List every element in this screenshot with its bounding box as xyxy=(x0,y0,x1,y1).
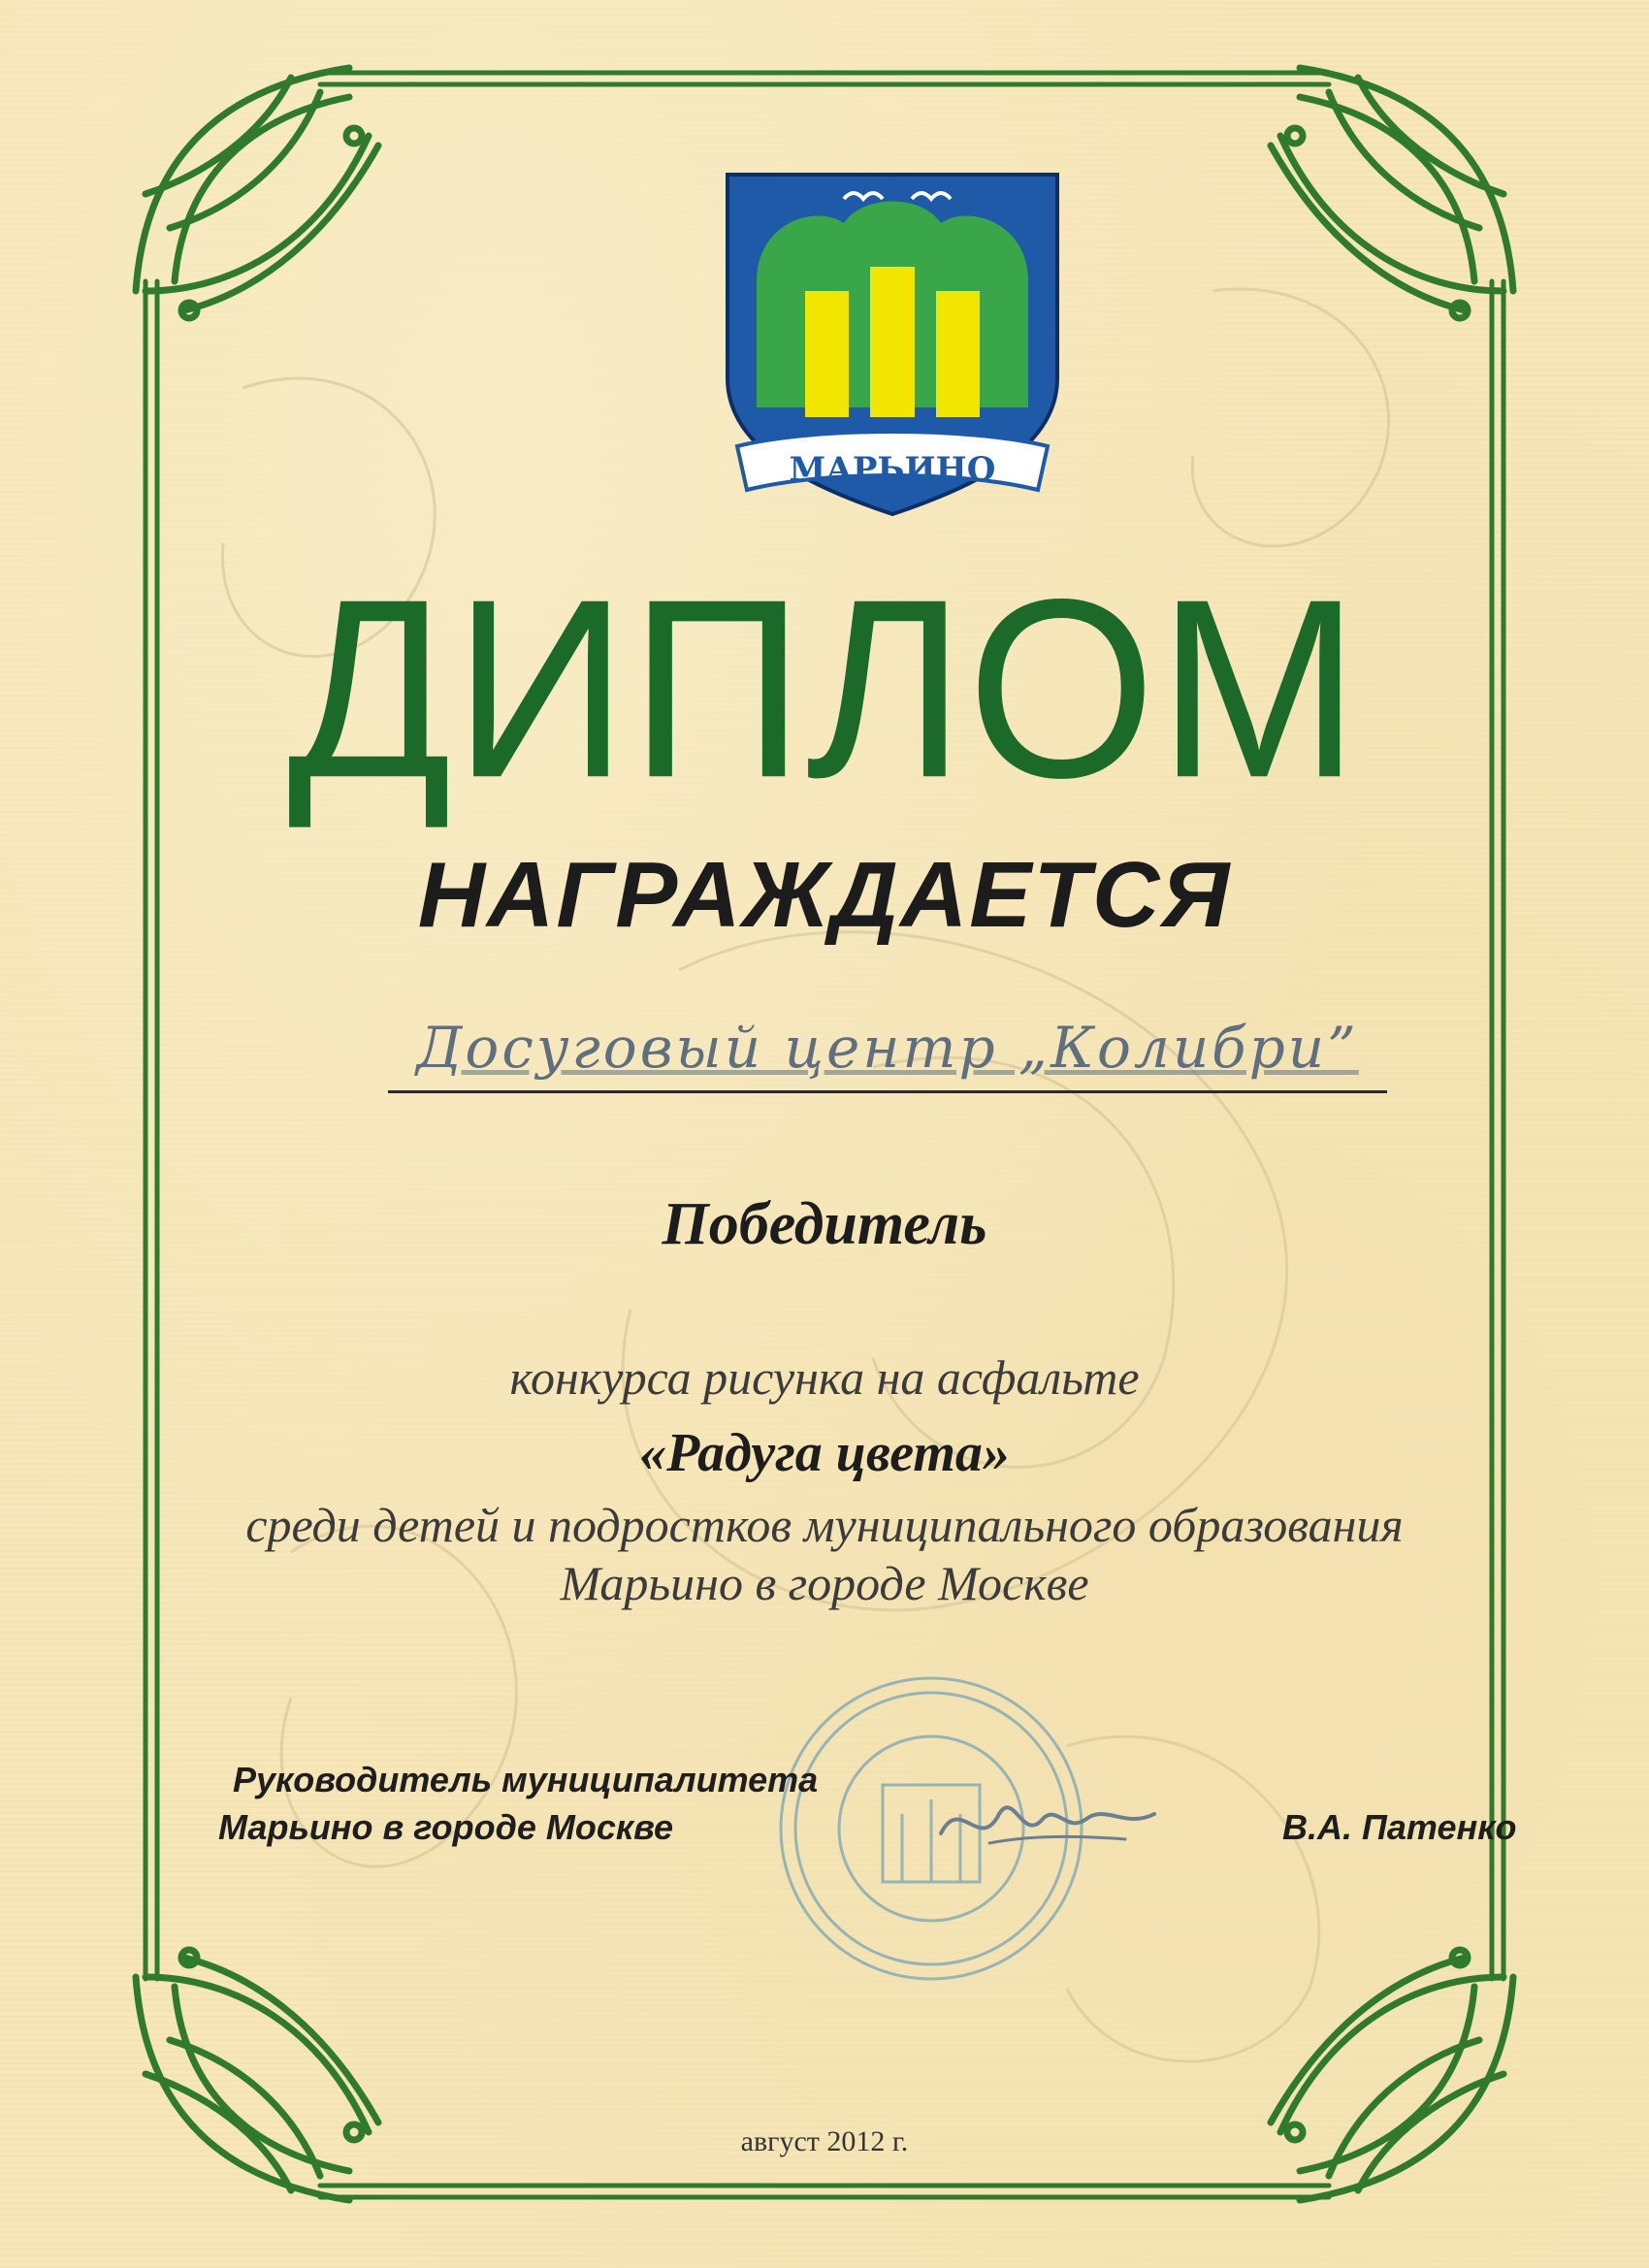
awarded-label: НАГРАЖДАЕТСЯ xyxy=(417,843,1232,947)
marino-coat-of-arms xyxy=(698,155,1086,534)
recipient-handwritten: Досуговый центр „Колибри” xyxy=(416,1015,1359,1081)
recipient-field xyxy=(388,1009,1387,1106)
issue-date: август 2012 г. xyxy=(740,2125,909,2157)
signer-name: В.А. Патенко xyxy=(1282,1807,1517,1847)
audience-line-1: среди детей и подростков муниципального образования xyxy=(245,1498,1404,1552)
signer-title-line-1: Руководитель муниципалитета xyxy=(233,1760,819,1799)
emblem-label: МАРЬИНО xyxy=(789,450,996,489)
audience-line-2: Марьино в городе Москве xyxy=(560,1556,1089,1610)
recipient-underline xyxy=(388,1090,1387,1093)
contest-line: конкурса рисунка на асфальте xyxy=(509,1350,1140,1405)
diploma-title: ДИПЛОМ xyxy=(287,546,1362,830)
rank-label: Победитель xyxy=(662,1191,987,1257)
signer-title-line-2: Марьино в городе Москве xyxy=(218,1807,673,1847)
contest-name: «Радуга цвета» xyxy=(639,1423,1010,1483)
signature xyxy=(931,1775,1164,1863)
